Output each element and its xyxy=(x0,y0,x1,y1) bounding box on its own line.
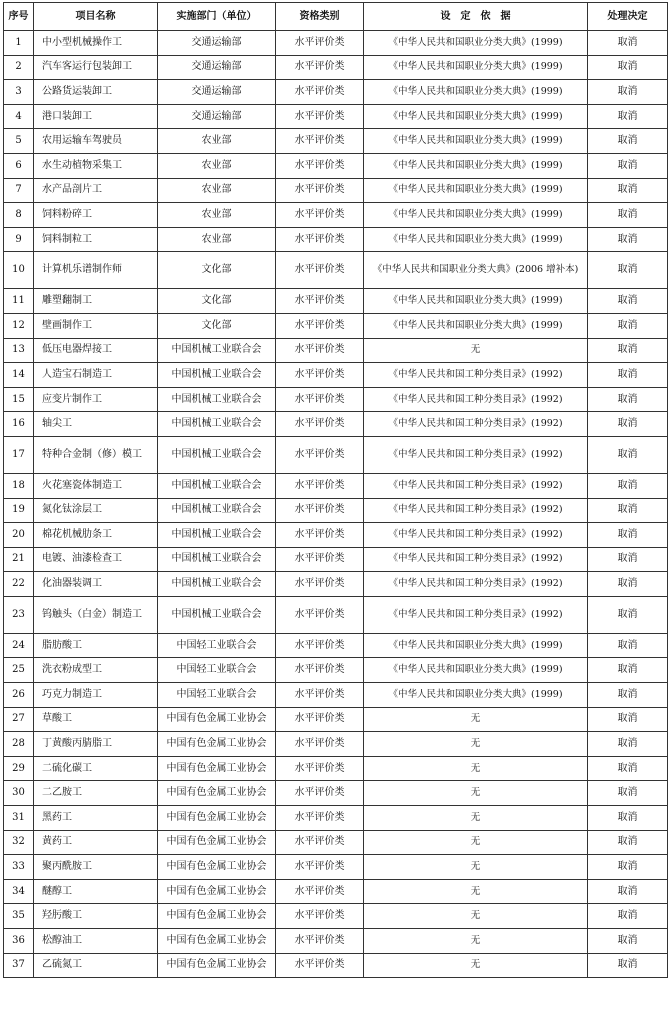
item-name: 氮化钛涂层工 xyxy=(34,498,158,523)
header-dept: 实施部门（单位） xyxy=(158,3,276,31)
department: 中国机械工业联合会 xyxy=(158,572,276,597)
row-number: 4 xyxy=(4,104,34,129)
table-row xyxy=(4,153,668,178)
decision: 取消 xyxy=(588,363,668,388)
item-name: 水产品剖片工 xyxy=(34,178,158,203)
decision: 取消 xyxy=(588,203,668,228)
decision: 取消 xyxy=(588,104,668,129)
department: 中国轻工业联合会 xyxy=(158,658,276,683)
table-row xyxy=(4,904,668,929)
decision: 取消 xyxy=(588,904,668,929)
department: 农业部 xyxy=(158,153,276,178)
item-name: 火花塞瓷体制造工 xyxy=(34,473,158,498)
qualification-type: 水平评价类 xyxy=(276,498,364,523)
legal-basis: 无 xyxy=(364,929,588,954)
department: 交通运输部 xyxy=(158,31,276,56)
legal-basis: 无 xyxy=(364,707,588,732)
row-number: 17 xyxy=(4,436,34,473)
item-name: 聚丙酰胺工 xyxy=(34,855,158,880)
header-type: 资格类别 xyxy=(276,3,364,31)
decision: 取消 xyxy=(588,806,668,831)
row-number: 29 xyxy=(4,756,34,781)
department: 中国机械工业联合会 xyxy=(158,523,276,548)
department: 中国机械工业联合会 xyxy=(158,436,276,473)
row-number: 30 xyxy=(4,781,34,806)
department: 中国有色金属工业协会 xyxy=(158,929,276,954)
item-name: 松醇油工 xyxy=(34,929,158,954)
department: 中国轻工业联合会 xyxy=(158,633,276,658)
legal-basis: 无 xyxy=(364,781,588,806)
table-row xyxy=(4,178,668,203)
qualification-type: 水平评价类 xyxy=(276,855,364,880)
row-number: 9 xyxy=(4,227,34,252)
department: 中国机械工业联合会 xyxy=(158,387,276,412)
department: 中国有色金属工业协会 xyxy=(158,781,276,806)
table-row xyxy=(4,313,668,338)
department: 交通运输部 xyxy=(158,104,276,129)
qualification-type: 水平评价类 xyxy=(276,129,364,154)
department: 交通运输部 xyxy=(158,55,276,80)
table-row xyxy=(4,756,668,781)
decision: 取消 xyxy=(588,572,668,597)
qualification-type: 水平评价类 xyxy=(276,879,364,904)
legal-basis: 《中华人民共和国职业分类大典》(1999) xyxy=(364,227,588,252)
item-name: 港口装卸工 xyxy=(34,104,158,129)
decision: 取消 xyxy=(588,338,668,363)
row-number: 12 xyxy=(4,313,34,338)
item-name: 乙硫氮工 xyxy=(34,953,158,978)
qualification-type: 水平评价类 xyxy=(276,633,364,658)
decision: 取消 xyxy=(588,153,668,178)
item-name: 巧克力制造工 xyxy=(34,683,158,708)
table-header xyxy=(4,3,668,31)
legal-basis: 《中华人民共和国职业分类大典》(1999) xyxy=(364,203,588,228)
department: 中国有色金属工业协会 xyxy=(158,904,276,929)
qualification-type: 水平评价类 xyxy=(276,732,364,757)
decision: 取消 xyxy=(588,289,668,314)
department: 中国有色金属工业协会 xyxy=(158,953,276,978)
table-row xyxy=(4,596,668,633)
table-row xyxy=(4,953,668,978)
row-number: 33 xyxy=(4,855,34,880)
header-no: 序号 xyxy=(4,3,34,31)
decision: 取消 xyxy=(588,929,668,954)
qualification-type: 水平评价类 xyxy=(276,683,364,708)
item-name: 棉花机械肋条工 xyxy=(34,523,158,548)
decision: 取消 xyxy=(588,732,668,757)
qualification-type: 水平评价类 xyxy=(276,203,364,228)
legal-basis: 无 xyxy=(364,953,588,978)
qualification-type: 水平评价类 xyxy=(276,707,364,732)
decision: 取消 xyxy=(588,387,668,412)
qualification-type: 水平评价类 xyxy=(276,929,364,954)
table-row xyxy=(4,707,668,732)
qualification-type: 水平评价类 xyxy=(276,596,364,633)
qualification-type: 水平评价类 xyxy=(276,178,364,203)
department: 中国有色金属工业协会 xyxy=(158,756,276,781)
item-name: 计算机乐谱制作师 xyxy=(34,252,158,289)
decision: 取消 xyxy=(588,547,668,572)
qualification-type: 水平评价类 xyxy=(276,153,364,178)
item-name: 化油器装调工 xyxy=(34,572,158,597)
qualification-type: 水平评价类 xyxy=(276,473,364,498)
item-name: 二硫化碳工 xyxy=(34,756,158,781)
legal-basis: 无 xyxy=(364,904,588,929)
table-row xyxy=(4,572,668,597)
decision: 取消 xyxy=(588,683,668,708)
legal-basis: 无 xyxy=(364,855,588,880)
decision: 取消 xyxy=(588,523,668,548)
department: 中国有色金属工业协会 xyxy=(158,707,276,732)
department: 中国机械工业联合会 xyxy=(158,363,276,388)
table-row xyxy=(4,929,668,954)
row-number: 23 xyxy=(4,596,34,633)
qualification-type: 水平评价类 xyxy=(276,953,364,978)
item-name: 黑药工 xyxy=(34,806,158,831)
legal-basis: 《中华人民共和国职业分类大典》(1999) xyxy=(364,80,588,105)
qualification-type: 水平评价类 xyxy=(276,55,364,80)
item-name: 电镀、油漆检查工 xyxy=(34,547,158,572)
table-row xyxy=(4,523,668,548)
item-name: 丁黄酸丙腈脂工 xyxy=(34,732,158,757)
table-row xyxy=(4,830,668,855)
decision: 取消 xyxy=(588,756,668,781)
row-number: 18 xyxy=(4,473,34,498)
item-name: 饲料粉碎工 xyxy=(34,203,158,228)
qualification-type: 水平评价类 xyxy=(276,363,364,388)
table-row xyxy=(4,289,668,314)
legal-basis: 无 xyxy=(364,732,588,757)
row-number: 37 xyxy=(4,953,34,978)
decision: 取消 xyxy=(588,633,668,658)
row-number: 19 xyxy=(4,498,34,523)
row-number: 20 xyxy=(4,523,34,548)
decision: 取消 xyxy=(588,129,668,154)
item-name: 特种合金制（修）模工 xyxy=(34,436,158,473)
qualification-type: 水平评价类 xyxy=(276,80,364,105)
row-number: 16 xyxy=(4,412,34,437)
item-name: 公路货运装卸工 xyxy=(34,80,158,105)
table-row xyxy=(4,227,668,252)
row-number: 32 xyxy=(4,830,34,855)
table-row xyxy=(4,806,668,831)
header-name: 项目名称 xyxy=(34,3,158,31)
row-number: 7 xyxy=(4,178,34,203)
department: 中国机械工业联合会 xyxy=(158,547,276,572)
qualification-type: 水平评价类 xyxy=(276,289,364,314)
row-number: 13 xyxy=(4,338,34,363)
table-row xyxy=(4,658,668,683)
department: 文化部 xyxy=(158,289,276,314)
legal-basis: 《中华人民共和国工种分类目录》(1992) xyxy=(364,498,588,523)
row-number: 24 xyxy=(4,633,34,658)
table-row xyxy=(4,104,668,129)
department: 农业部 xyxy=(158,178,276,203)
department: 交通运输部 xyxy=(158,80,276,105)
item-name: 水生动植物采集工 xyxy=(34,153,158,178)
legal-basis: 《中华人民共和国职业分类大典》(1999) xyxy=(364,289,588,314)
row-number: 21 xyxy=(4,547,34,572)
legal-basis: 《中华人民共和国工种分类目录》(1992) xyxy=(364,412,588,437)
department: 中国机械工业联合会 xyxy=(158,412,276,437)
department: 农业部 xyxy=(158,227,276,252)
row-number: 36 xyxy=(4,929,34,954)
department: 中国轻工业联合会 xyxy=(158,683,276,708)
legal-basis: 《中华人民共和国职业分类大典》(1999) xyxy=(364,313,588,338)
item-name: 壁画制作工 xyxy=(34,313,158,338)
row-number: 26 xyxy=(4,683,34,708)
table-row xyxy=(4,412,668,437)
department: 中国机械工业联合会 xyxy=(158,473,276,498)
item-name: 轴尖工 xyxy=(34,412,158,437)
qualification-type: 水平评价类 xyxy=(276,756,364,781)
decision: 取消 xyxy=(588,781,668,806)
legal-basis: 《中华人民共和国工种分类目录》(1992) xyxy=(364,596,588,633)
decision: 取消 xyxy=(588,55,668,80)
row-number: 6 xyxy=(4,153,34,178)
decision: 取消 xyxy=(588,178,668,203)
item-name: 应变片制作工 xyxy=(34,387,158,412)
item-name: 二乙胺工 xyxy=(34,781,158,806)
row-number: 10 xyxy=(4,252,34,289)
department: 中国机械工业联合会 xyxy=(158,338,276,363)
row-number: 11 xyxy=(4,289,34,314)
decision: 取消 xyxy=(588,313,668,338)
legal-basis: 无 xyxy=(364,830,588,855)
qualification-type: 水平评价类 xyxy=(276,227,364,252)
table-row xyxy=(4,498,668,523)
row-number: 3 xyxy=(4,80,34,105)
legal-basis: 《中华人民共和国工种分类目录》(1992) xyxy=(364,547,588,572)
row-number: 31 xyxy=(4,806,34,831)
item-name: 饲料制粒工 xyxy=(34,227,158,252)
table-row xyxy=(4,203,668,228)
decision: 取消 xyxy=(588,227,668,252)
decision: 取消 xyxy=(588,830,668,855)
department: 文化部 xyxy=(158,252,276,289)
qualification-type: 水平评价类 xyxy=(276,572,364,597)
decision: 取消 xyxy=(588,953,668,978)
decision: 取消 xyxy=(588,412,668,437)
legal-basis: 《中华人民共和国工种分类目录》(1992) xyxy=(364,473,588,498)
decision: 取消 xyxy=(588,473,668,498)
legal-basis: 《中华人民共和国职业分类大典》(1999) xyxy=(364,683,588,708)
item-name: 草酸工 xyxy=(34,707,158,732)
legal-basis: 《中华人民共和国工种分类目录》(1992) xyxy=(364,387,588,412)
item-name: 羟肟酸工 xyxy=(34,904,158,929)
item-name: 醚醇工 xyxy=(34,879,158,904)
qualification-type: 水平评价类 xyxy=(276,252,364,289)
table-row xyxy=(4,547,668,572)
row-number: 15 xyxy=(4,387,34,412)
qualification-type: 水平评价类 xyxy=(276,412,364,437)
table-row xyxy=(4,732,668,757)
item-name: 钨触头（白金）制造工 xyxy=(34,596,158,633)
legal-basis: 《中华人民共和国职业分类大典》(1999) xyxy=(364,31,588,56)
qualification-type: 水平评价类 xyxy=(276,313,364,338)
row-number: 27 xyxy=(4,707,34,732)
item-name: 雕塑翻制工 xyxy=(34,289,158,314)
row-number: 1 xyxy=(4,31,34,56)
legal-basis: 无 xyxy=(364,806,588,831)
decision: 取消 xyxy=(588,596,668,633)
qualification-type: 水平评价类 xyxy=(276,806,364,831)
decision: 取消 xyxy=(588,252,668,289)
department: 中国有色金属工业协会 xyxy=(158,806,276,831)
table-row xyxy=(4,55,668,80)
row-number: 2 xyxy=(4,55,34,80)
qualification-type: 水平评价类 xyxy=(276,658,364,683)
table-row xyxy=(4,252,668,289)
qualification-table xyxy=(3,2,668,978)
legal-basis: 《中华人民共和国职业分类大典》(1999) xyxy=(364,633,588,658)
table-row xyxy=(4,436,668,473)
department: 中国机械工业联合会 xyxy=(158,596,276,633)
row-number: 28 xyxy=(4,732,34,757)
legal-basis: 《中华人民共和国工种分类目录》(1992) xyxy=(364,363,588,388)
qualification-type: 水平评价类 xyxy=(276,547,364,572)
legal-basis: 《中华人民共和国职业分类大典》(2006 增补本) xyxy=(364,252,588,289)
legal-basis: 《中华人民共和国职业分类大典》(1999) xyxy=(364,658,588,683)
item-name: 中小型机械操作工 xyxy=(34,31,158,56)
item-name: 汽车客运行包装卸工 xyxy=(34,55,158,80)
decision: 取消 xyxy=(588,436,668,473)
legal-basis: 无 xyxy=(364,756,588,781)
legal-basis: 《中华人民共和国职业分类大典》(1999) xyxy=(364,104,588,129)
department: 农业部 xyxy=(158,129,276,154)
row-number: 22 xyxy=(4,572,34,597)
legal-basis: 《中华人民共和国职业分类大典》(1999) xyxy=(364,129,588,154)
header-decision: 处理决定 xyxy=(588,3,668,31)
qualification-type: 水平评价类 xyxy=(276,523,364,548)
item-name: 洗衣粉成型工 xyxy=(34,658,158,683)
department: 中国有色金属工业协会 xyxy=(158,879,276,904)
row-number: 34 xyxy=(4,879,34,904)
department: 文化部 xyxy=(158,313,276,338)
row-number: 5 xyxy=(4,129,34,154)
table-row xyxy=(4,363,668,388)
legal-basis: 《中华人民共和国工种分类目录》(1992) xyxy=(364,523,588,548)
decision: 取消 xyxy=(588,879,668,904)
decision: 取消 xyxy=(588,31,668,56)
qualification-type: 水平评价类 xyxy=(276,904,364,929)
department: 中国有色金属工业协会 xyxy=(158,830,276,855)
legal-basis: 《中华人民共和国工种分类目录》(1992) xyxy=(364,572,588,597)
item-name: 黄药工 xyxy=(34,830,158,855)
row-number: 8 xyxy=(4,203,34,228)
decision: 取消 xyxy=(588,658,668,683)
table-row xyxy=(4,683,668,708)
legal-basis: 无 xyxy=(364,338,588,363)
table-row xyxy=(4,387,668,412)
qualification-type: 水平评价类 xyxy=(276,104,364,129)
header-row xyxy=(4,3,668,31)
legal-basis: 无 xyxy=(364,879,588,904)
table-body xyxy=(4,31,668,978)
legal-basis: 《中华人民共和国职业分类大典》(1999) xyxy=(364,153,588,178)
decision: 取消 xyxy=(588,80,668,105)
qualification-type: 水平评价类 xyxy=(276,781,364,806)
row-number: 35 xyxy=(4,904,34,929)
department: 中国有色金属工业协会 xyxy=(158,732,276,757)
item-name: 人造宝石制造工 xyxy=(34,363,158,388)
table-row xyxy=(4,129,668,154)
table-row xyxy=(4,781,668,806)
header-basis: 设 定 依 据 xyxy=(364,3,588,31)
qualification-type: 水平评价类 xyxy=(276,31,364,56)
department: 农业部 xyxy=(158,203,276,228)
item-name: 农用运输车驾驶员 xyxy=(34,129,158,154)
department: 中国机械工业联合会 xyxy=(158,498,276,523)
qualification-type: 水平评价类 xyxy=(276,387,364,412)
table-row xyxy=(4,633,668,658)
department: 中国有色金属工业协会 xyxy=(158,855,276,880)
legal-basis: 《中华人民共和国职业分类大典》(1999) xyxy=(364,55,588,80)
decision: 取消 xyxy=(588,498,668,523)
table-row xyxy=(4,338,668,363)
table-row xyxy=(4,31,668,56)
item-name: 脂肪酸工 xyxy=(34,633,158,658)
table-row xyxy=(4,879,668,904)
qualification-type: 水平评价类 xyxy=(276,830,364,855)
row-number: 25 xyxy=(4,658,34,683)
decision: 取消 xyxy=(588,707,668,732)
item-name: 低压电器焊接工 xyxy=(34,338,158,363)
row-number: 14 xyxy=(4,363,34,388)
qualification-type: 水平评价类 xyxy=(276,338,364,363)
table-row xyxy=(4,473,668,498)
decision: 取消 xyxy=(588,855,668,880)
legal-basis: 《中华人民共和国职业分类大典》(1999) xyxy=(364,178,588,203)
table-row xyxy=(4,855,668,880)
table-row xyxy=(4,80,668,105)
legal-basis: 《中华人民共和国工种分类目录》(1992) xyxy=(364,436,588,473)
qualification-type: 水平评价类 xyxy=(276,436,364,473)
